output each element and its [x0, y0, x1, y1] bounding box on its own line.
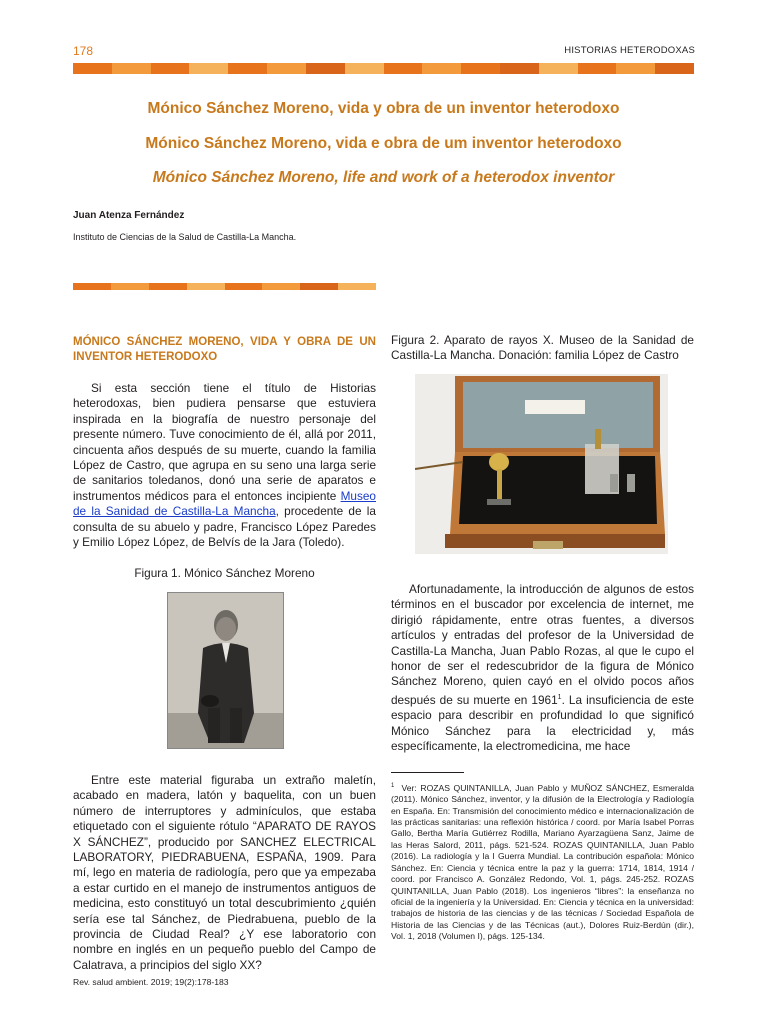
footnote — [391, 781, 694, 943]
figure-1-caption: Figura 1. Mónico Sánchez Moreno — [134, 566, 315, 580]
page-number: 178 — [73, 44, 94, 58]
header-color-stripe — [73, 63, 694, 74]
stripe-segment — [151, 63, 190, 74]
stripe-segment — [189, 63, 228, 74]
paragraph-discovery — [391, 582, 694, 754]
portrait-photo — [167, 592, 284, 749]
stripe-segment — [300, 283, 338, 290]
section-heading: MÓNICO SÁNCHEZ MORENO, VIDA Y OBRA DE UN INVENTOR HETERODOXO — [73, 336, 376, 363]
stripe-segment — [111, 283, 149, 290]
stripe-segment — [616, 63, 655, 74]
footnote-divider — [391, 772, 464, 773]
paragraph-discovery-text-b: . La insuficiencia de este espacio para describir en profundidad lo que significó Mónico Sánchez para la electricidad y, más específicamente, la electromedicina, me hace — [391, 692, 694, 753]
stripe-segment — [338, 283, 376, 290]
paragraph-discovery-text-a: Afortunadamente, la introducción de algunos de estos términos en el buscador por excelencia de internet, me dirigió rápidamente, entre otras fuentes, a diversos artículos y entradas del profesor de la Universidad de Castilla-La Mancha, Juan Pablo Rozas, al que le cupo el honor de ser el redescubridor de la figura de Mónico Sánchez Moreno, quien cayó en el olvido pocos años después de su muerte en 1961 — [391, 582, 694, 707]
footnote-reference[interactable]: 1 — [557, 693, 562, 701]
journal-citation-footer: Rev. salud ambient. 2019; 19(2):178-183 — [73, 977, 229, 987]
title-portuguese: Mónico Sánchez Moreno, vida e obra de um inventor heterodoxo — [145, 135, 622, 152]
author-affiliation: Instituto de Ciencias de la Salud de Castilla-La Mancha. — [73, 232, 297, 242]
stripe-segment — [262, 283, 300, 290]
paragraph-intro — [73, 381, 376, 550]
xray-apparatus-illustration — [415, 374, 668, 554]
stripe-segment — [539, 63, 578, 74]
stripe-segment — [345, 63, 384, 74]
stripe-segment — [267, 63, 306, 74]
stripe-segment — [500, 63, 539, 74]
stripe-segment — [73, 63, 112, 74]
stripe-segment — [461, 63, 500, 74]
paragraph-material: Entre este material figuraba un extraño maletín, acabado en madera, latón y baquelita, con un buen número de interruptores y adminículos, que estaba etiquetado con el siguiente rótulo “APARATO DE RAYOS X SÁNCHEZ”, producido por SANCHEZ ELECTRICAL LABORATORY, PIEDRABUENA, ESPAÑA, 1909. Para mí, lego en materia de radiología, pero que ya empezaba a estar curtido en el manejo de instrumentos antiguos de medicina, esto constituyó un total descubrimiento ¿quién sería ese tal Sánchez, de Piedrabuena, pueblo de la provincia de Ciudad Real? ¿Y ese laboratorio con nombre en inglés en un pequeño pueblo del Campo de Calatrava, a principios del siglo XX? — [73, 773, 376, 972]
figure-2-caption: Figura 2. Aparato de rayos X. Museo de la Sanidad de Castilla-La Mancha. Donación: familia López de Castro — [391, 333, 694, 363]
stripe-segment — [187, 283, 225, 290]
stripe-segment — [655, 63, 694, 74]
running-head: HISTORIAS HETERODOXAS — [564, 45, 695, 56]
stripe-segment — [578, 63, 617, 74]
stripe-segment — [306, 63, 345, 74]
footnote-text: Ver: ROZAS QUINTANILLA, Juan Pablo y MUÑOZ SÁNCHEZ, Esmeralda (2011). Mónico Sánchez, inventor, y la difusión de la Electrología y Radiología en España. En: Transmisión del conocimiento médico e internacionalización de las prácticas sanitarias: una reflexión histórica / coord. por María Isabel Porras Gallo, Bertha María Gutiérrez Rodilla, Mariano Ayarzagüena Sanz, Jaime de las Heras Salord, 2011, págs. 521-524. ROZAS QUINTANILLA, Juan Pablo (2016). La radiología y la I Guerra Mundial. La contribución española: Mónico Sánchez. En: Ciencia y técnica entre la paz y la guerra: 1714, 1814, 1914 / coord. por Francisco A. González Redondo, Vol. 1, págs. 245-252. ROZAS QUINTANILLA, Juan Pablo (2018). Los ingenieros “libres”: la enseñanza no oficial de la ingeniería y la Universidad. En: Ciencia y técnica en la universidad: trabajos de historia de las ciencias y de las técnicas / Sociedad Española de Historia de las Ciencias y de las Técnicas (aut.), Dolores Ruiz-Berdún (dir.), Vol. 1, 2018 (Volumen I), págs. 125-134. — [391, 782, 694, 942]
stripe-segment — [149, 283, 187, 290]
section-color-stripe — [73, 283, 376, 290]
stripe-segment — [112, 63, 151, 74]
paragraph-intro-text-b: , procedente de la consulta de su abuelo y padre, Francisco López Paredes y Emilio López López, de Belvís de la Jara (Toledo). — [73, 504, 376, 550]
museum-link[interactable]: Museo de la Sanidad de Castilla-La Mancha — [73, 488, 376, 519]
paragraph-intro-text-a: Si esta sección tiene el título de Historias heterodoxas, bien pudiera pensarse que estuviera inspirada en la biografía de nuestro personaje del presente número. Tuve conocimiento de él, allá por 2011, cincuenta años después de su muerte, cuando la familia López de Castro, que agrupa en su seno una larga serie de sanitarios toledanos, donó una serie de aparatos e instrumentos médicos para el entonces incipiente — [73, 381, 376, 503]
stripe-segment — [384, 63, 423, 74]
author-name: Juan Atenza Fernández — [73, 210, 185, 221]
portrait-illustration — [168, 593, 283, 748]
stripe-segment — [73, 283, 111, 290]
stripe-segment — [422, 63, 461, 74]
title-spanish: Mónico Sánchez Moreno, vida y obra de un inventor heterodoxo — [147, 100, 620, 117]
stripe-segment — [225, 283, 263, 290]
stripe-segment — [228, 63, 267, 74]
xray-apparatus-photo — [415, 374, 668, 554]
title-english: Mónico Sánchez Moreno, life and work of a heterodox inventor — [152, 169, 615, 186]
footnote-number: 1 — [391, 783, 395, 789]
